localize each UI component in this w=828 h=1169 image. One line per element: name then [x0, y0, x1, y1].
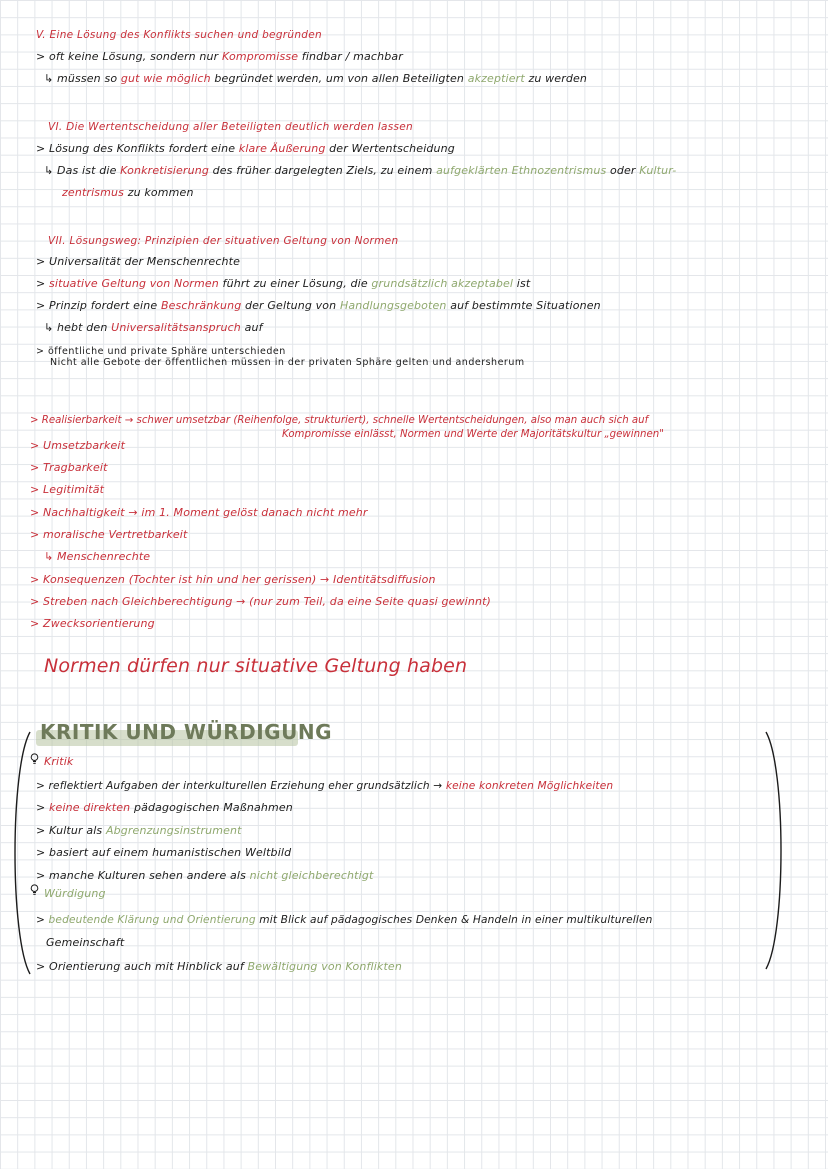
kritik-line-3 [36, 824, 242, 838]
text-segment: zentrismus [62, 186, 125, 199]
section-vi-line-2 [44, 164, 676, 178]
wuerdigung-line-1b: Gemeinschaft [46, 936, 125, 949]
text-segment: Universalitätsanspruch [111, 321, 241, 334]
text-segment: mit Blick auf pädagogisches Denken & Handeln in einer multikulturellen [255, 914, 653, 926]
text-segment: auf [240, 321, 263, 334]
criteria-line-10: > Zwecksorientierung [30, 617, 155, 630]
text-segment: Konkretisierung [120, 164, 209, 177]
text-segment: > Orientierung auch mit Hinblick auf [36, 960, 248, 973]
section-vii-note-1: > öffentliche und private Sphäre unterschieden [36, 346, 286, 357]
section-v-title: V. Eine Lösung des Konflikts suchen und begründen [36, 29, 322, 41]
text-segment: nicht gleichberechtigt [249, 869, 374, 882]
text-segment: findbar / machbar [298, 50, 403, 63]
text-segment: > Kultur als [36, 824, 106, 837]
text-segment: zu kommen [124, 186, 194, 199]
kritik-line-4: > basiert auf einem humanistischen Weltbild [36, 846, 292, 859]
section-vi-line-3 [62, 186, 194, 200]
text-segment: begründet werden, um von allen Beteiligten [210, 72, 468, 85]
text-segment: klare Äußerung [238, 142, 326, 155]
text-segment: > [36, 914, 49, 926]
text-segment: Kompromisse [222, 50, 299, 63]
criteria-line-6: > moralische Vertretbarkeit [30, 528, 188, 541]
text-segment: Handlungsgeboten [339, 299, 447, 312]
text-segment: akzeptiert [467, 72, 525, 85]
kritik-label: Kritik [44, 755, 74, 768]
lightbulb-icon [30, 753, 39, 765]
text-segment: oder [606, 164, 640, 177]
lightbulb-icon [30, 884, 39, 896]
text-segment: zu werden [524, 72, 588, 85]
text-segment: aufgeklärten Ethnozentrismus [436, 164, 607, 177]
section-vii-line-3 [36, 299, 601, 313]
text-segment: Abgrenzungsinstrument [105, 824, 242, 837]
criteria-conclusion: Normen dürfen nur situative Geltung haben [44, 655, 468, 677]
text-segment: > Lösung des Konflikts fordert eine [36, 142, 239, 155]
text-segment: situative Geltung von Normen [49, 277, 219, 290]
text-segment: > reflektiert Aufgaben der interkulturellen Erziehung eher grundsätzlich → [36, 780, 446, 792]
kritik-heading: KRITIK UND WÜRDIGUNG [40, 720, 332, 744]
criteria-line-2: > Umsetzbarkeit [30, 439, 126, 452]
text-segment: keine direkten [49, 801, 131, 814]
section-v-line-1 [36, 50, 403, 64]
kritik-line-2 [36, 801, 293, 815]
text-segment: keine konkreten Möglichkeiten [445, 780, 614, 792]
text-segment: > oft keine Lösung, sondern nur [36, 50, 222, 63]
text-segment: gut wie möglich [120, 72, 211, 85]
text-segment: > manche Kulturen sehen andere als [36, 869, 250, 882]
wuerdigung-label: Würdigung [44, 887, 106, 900]
right-bracket [760, 728, 790, 973]
criteria-line-1b: Kompromisse einlässt, Normen und Werte der Majoritätskultur „gewinnen" [282, 429, 664, 440]
criteria-line-7: ↳ Menschenrechte [44, 550, 151, 563]
section-v-line-2 [44, 72, 587, 86]
text-segment: > Prinzip fordert eine [36, 299, 161, 312]
wuerdigung-line-2 [36, 960, 402, 974]
text-segment: pädagogischen Maßnahmen [130, 801, 293, 814]
text-segment: des früher dargelegten Ziels, zu einem [208, 164, 437, 177]
section-vii-note-2: Nicht alle Gebote der öffentlichen müssen in der privaten Sphäre gelten und andersherum [50, 357, 525, 368]
text-segment: Bewältigung von Konflikten [247, 960, 402, 973]
text-segment: führt zu einer Lösung, die [218, 277, 372, 290]
criteria-line-4: > Legitimität [30, 483, 105, 496]
text-segment: grundsätzlich akzeptabel [371, 277, 514, 290]
text-segment: der Geltung von [241, 299, 340, 312]
text-segment: ist [513, 277, 531, 290]
text-segment: Kultur- [639, 164, 677, 177]
section-vii-line-2 [36, 277, 530, 291]
criteria-line-5: > Nachhaltigkeit → im 1. Moment gelöst danach nicht mehr [30, 506, 368, 519]
criteria-line-3: > Tragbarkeit [30, 461, 108, 474]
text-segment: Beschränkung [160, 299, 242, 312]
criteria-line-8: > Konsequenzen (Tochter ist hin und her gerissen) → Identitätsdiffusion [30, 573, 436, 586]
section-vii-title: VII. Lösungsweg: Prinzipien der situativen Geltung von Normen [48, 235, 399, 247]
section-vii-line-4 [44, 321, 263, 335]
kritik-line-5 [36, 869, 373, 883]
wuerdigung-line-1a [36, 913, 652, 927]
text-segment: > [36, 801, 50, 814]
text-segment: bedeutende Klärung und Orientierung [48, 914, 256, 926]
text-segment: > [36, 277, 50, 290]
kritik-line-1 [36, 779, 613, 793]
left-bracket [6, 728, 36, 978]
text-segment: ↳ hebt den [44, 321, 112, 334]
section-vi-title: VI. Die Wertentscheidung aller Beteiligten deutlich werden lassen [48, 121, 414, 133]
criteria-line-9: > Streben nach Gleichberechtigung → (nur zum Teil, da eine Seite quasi gewinnt) [30, 595, 492, 608]
text-segment: auf bestimmte Situationen [446, 299, 601, 312]
text-segment: der Wertentscheidung [325, 142, 455, 155]
text-segment: ↳ Das ist die [44, 164, 121, 177]
section-vii-line-1: > Universalität der Menschenrechte [36, 255, 241, 268]
criteria-line-1a: > Realisierbarkeit → schwer umsetzbar (Reihenfolge, strukturiert), schnelle Wertentscheidungen, also man auch sich auf [30, 415, 649, 426]
text-segment: ↳ müssen so [44, 72, 121, 85]
section-vi-line-1 [36, 142, 455, 156]
